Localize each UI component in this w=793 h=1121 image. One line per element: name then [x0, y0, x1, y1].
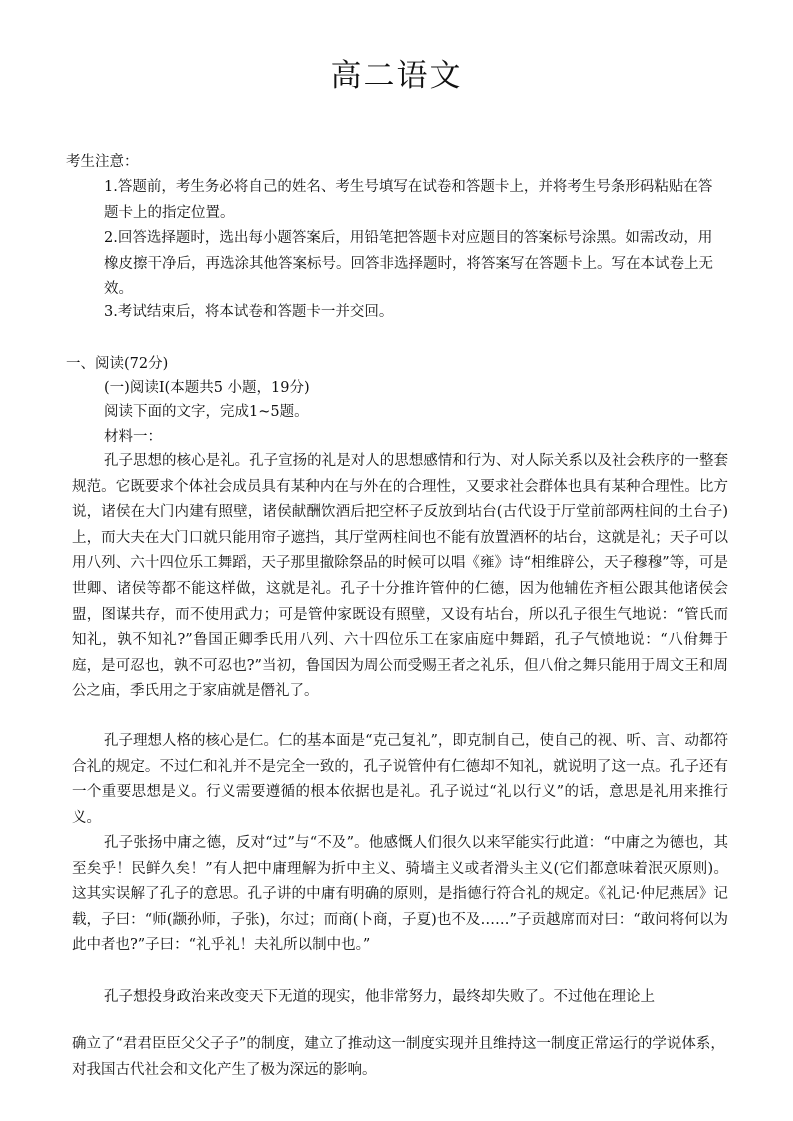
paragraph-4: 孔子想投身政治来改变天下无道的现实，他非常努力，最终却失败了。不过他在理论上: [104, 989, 655, 1005]
section-subheading: (一)阅读Ⅰ(本题共5 小题，19分): [104, 380, 310, 396]
section-instruction: 阅读下面的文字，完成1~5题。: [104, 404, 309, 420]
note-item-3: 3.考试结束后，将本试卷和答题卡一并交回。: [104, 304, 394, 320]
section-heading: 一、阅读(72分): [66, 356, 169, 372]
paragraph-3: 孔子张扬中庸之德，反对“过”与“不及”。他感慨人们很久以来罕能实行此道：“中庸之为德也，其至矣乎！民鲜久矣！”有人把中庸理解为折中主义、骑墙主义或者滑头主义(它们都意味着泯灭原则)。这其实误解了孔子的意思。孔子讲的中庸有明确的原则，是指德行符合礼的规定。《礼记·仲尼燕居》记载，子曰：“师(颛孙师，子张)，尔过；而商(卜商，子夏)也不及……”子贡越席而对曰：“敢问将何以为此中者也?”子曰：“礼乎礼！夫礼所以制中也。”: [72, 835, 728, 954]
notes-heading: 考生注意：: [66, 154, 139, 170]
paragraph-1: 孔子思想的核心是礼。孔子宣扬的礼是对人的思想感情和行为、对人际关系以及社会秩序的一整套规范。它既要求个体社会成员具有某种内在与外在的合理性，又要求社会群体也具有某种合理性。比方说，诸侯在大门内建有照壁，诸侯献酬饮酒后把空杯子反放到坫台(古代设于厅堂前部两柱间的土台子)上，而大夫在大门口就只能用帘子遮挡，其厅堂两柱间也不能有放置酒杯的坫台，这就是礼；天子可以用八列、六十四位乐工舞蹈，天子那里撤除祭品的时候可以唱《雍》诗“相维辟公，天子穆穆”等，可是世卿、诸侯等都不能这样做，这就是礼。孔子十分推许管仲的仁德，因为他辅佐齐桓公跟其他诸侯会盟，图谋共存，而不使用武力；可是管仲家既设有照壁，又设有坫台，所以孔子很生气地说：“管氏而知礼，孰不知礼?”鲁国正卿季氏用八列、六十四位乐工在家庙庭中舞蹈，孔子气愤地说：“八佾舞于庭，是可忍也，孰不可忍也?”当初，鲁国因为周公而受赐王者之礼乐，但八佾之舞只能用于周文王和周公之庙，季氏用之于家庙就是僭礼了。: [72, 453, 728, 700]
note-item-1: 1.答题前，考生务必将自己的姓名、考生号填写在试卷和答题卡上，并将考生号条形码粘贴在答题卡上的指定位置。: [104, 179, 713, 221]
page-title: 高二语文: [330, 58, 463, 94]
note-item-2: 2.回答选择题时，选出每小题答案后，用铅笔把答题卡对应题目的答案标号涂黑。如需改动，用橡皮擦干净后，再选涂其他答案标号。回答非选择题时，将答案写在答题卡上。写在本试卷上无效。: [104, 230, 713, 297]
paragraph-2: 孔子理想人格的核心是仁。仁的基本面是“克己复礼”，即克制自己，使自己的视、听、言、动都符合礼的规定。不过仁和礼并不是完全一致的，孔子说管仲有仁德却不知礼，就说明了这一点。孔子还有一个重要思想是义。行义需要遵循的根本依据也是礼。孔子说过“礼以行义”的话，意思是礼用来推行义。: [72, 733, 728, 826]
paragraph-4-continued: 确立了“君君臣臣父父子子”的制度，建立了推动这一制度实现并且维持这一制度正常运行的学说体系，对我国古代社会和文化产生了极为深远的影响。: [72, 1036, 725, 1078]
material-label: 材料一：: [104, 429, 162, 445]
